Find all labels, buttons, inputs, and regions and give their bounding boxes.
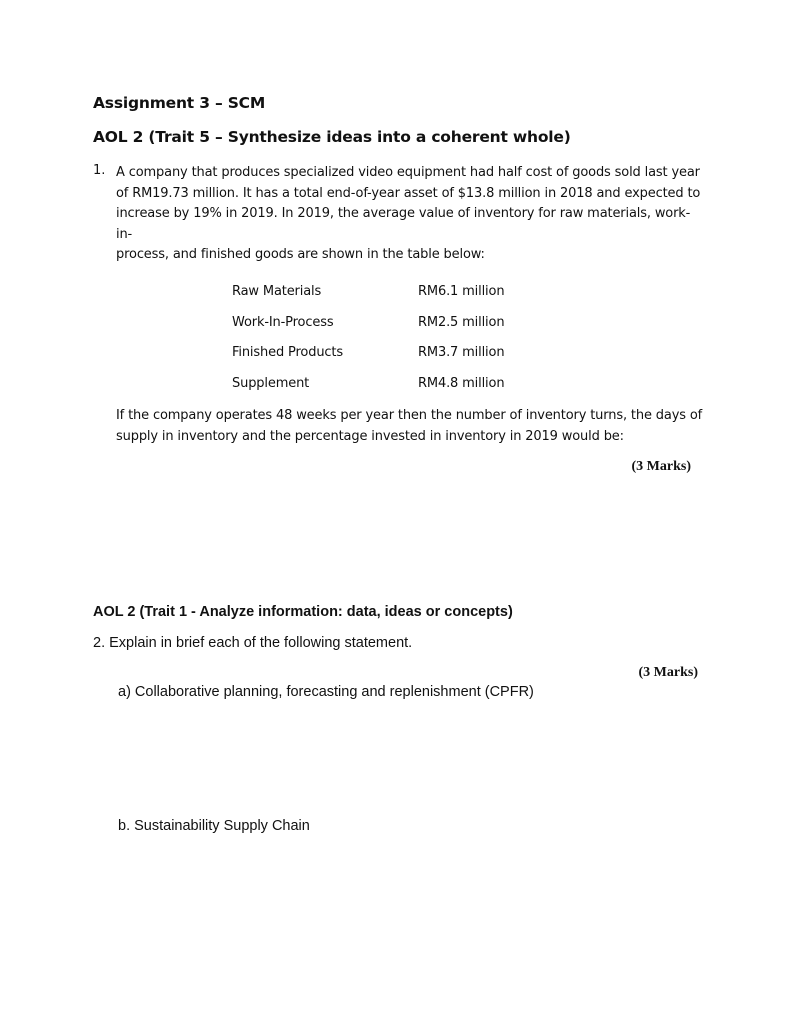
question1-line: A company that produces specialized video equipment had half cost of goods sold last year <box>116 165 700 180</box>
question1-line: increase by 19% in 2019. In 2019, the average value of inventory for raw materials, work-in- <box>116 206 691 242</box>
inventory-value: RM2.5 million <box>418 314 505 330</box>
table-row <box>232 315 504 346</box>
section2-heading: AOL 2 (Trait 1 - Analyze information: data, ideas or concepts) <box>93 604 513 620</box>
follow-up-line: If the company operates 48 weeks per year then the number of inventory turns, the days of <box>116 408 703 423</box>
question2-text: 2. Explain in brief each of the following statement. <box>93 635 413 651</box>
question1-number: 1. <box>93 163 106 178</box>
section1-heading: AOL 2 (Trait 5 – Synthesize ideas into a coherent whole) <box>93 128 571 146</box>
inventory-category: Work-In-Process <box>232 314 334 330</box>
question1-line: of RM19.73 million. It has a total end-of-year asset of $13.8 million in 2018 and expected to <box>116 185 701 201</box>
question1-line: process, and finished goods are shown in the table below: <box>116 247 485 262</box>
question2-part-b: b. Sustainability Supply Chain <box>118 818 310 834</box>
follow-up-line: supply in inventory and the percentage invested in inventory in 2019 would be: <box>116 428 624 444</box>
question2-marks: (3 Marks) <box>638 665 698 680</box>
table-row <box>232 345 504 376</box>
table-row <box>232 376 504 407</box>
inventory-value: RM4.8 million <box>418 376 505 392</box>
inventory-value: RM3.7 million <box>418 345 505 361</box>
inventory-category: Raw Materials <box>232 284 322 299</box>
question1-follow-up <box>116 406 706 447</box>
document-title: Assignment 3 – SCM <box>93 94 266 112</box>
inventory-category: Supplement <box>232 376 310 392</box>
inventory-value: RM6.1 million <box>418 284 505 299</box>
inventory-table <box>232 284 504 407</box>
inventory-category: Finished Products <box>232 345 343 361</box>
table-row <box>232 284 504 315</box>
question1-text <box>116 163 706 266</box>
question1-marks: (3 Marks) <box>631 459 691 474</box>
question2-part-a: a) Collaborative planning, forecasting and replenishment (CPFR) <box>118 684 534 700</box>
